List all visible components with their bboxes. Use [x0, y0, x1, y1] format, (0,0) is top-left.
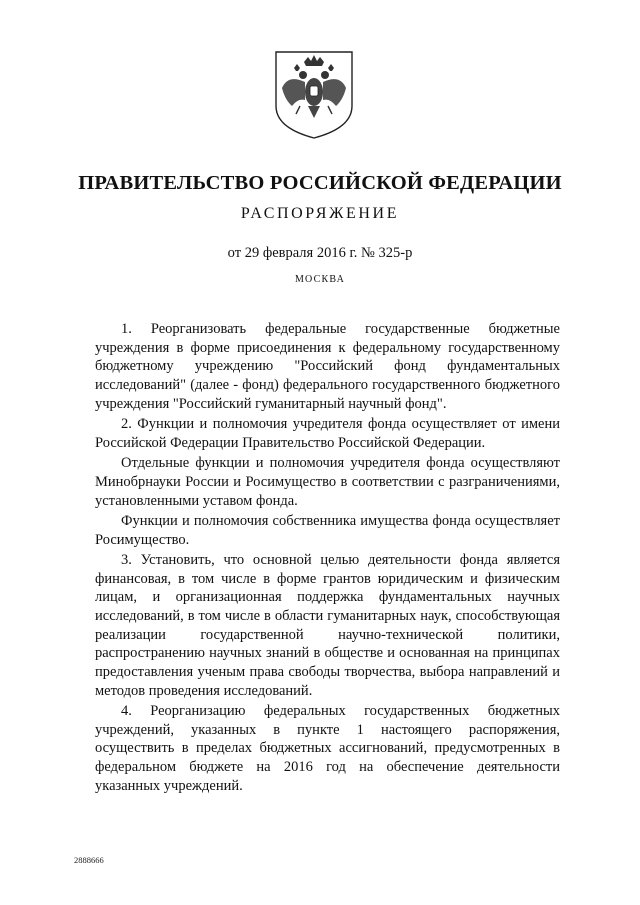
- paragraph-6: 4. Реорганизацию федеральных государственных бюджетных учреждений, указанных в пункте 1 настоящего распоряжения, осуществить в пределах бюджетных ассигнований, предусмотренных в федеральном бюджете на 2016 год на обеспечение деятельности указанных учреждений.: [95, 703, 560, 794]
- city: МОСКВА: [294, 274, 346, 285]
- paragraph-4: Функции и полномочия собственника имущества фонда осуществляет Росимущество.: [95, 512, 560, 548]
- paragraph-2: 2. Функции и полномочия учредителя фонда осуществляет от имени Российской Федерации Правительство Российской Федерации.: [95, 416, 560, 451]
- document-body: [95, 320, 560, 797]
- document-code: 2888666: [74, 855, 104, 865]
- paragraph-1: 1. Реорганизовать федеральные государственные бюджетные учреждения в форме присоединения к федеральному государственному бюджетному учреждению "Российский фонд фундаментальных исследований" (далее - фонд) федерального государственного бюджетного учреждения "Российский гуманитарный научный фонд".: [95, 321, 560, 412]
- coat-of-arms-icon: [270, 48, 358, 140]
- page-title: ПРАВИТЕЛЬСТВО РОССИЙСКОЙ ФЕДЕРАЦИИ: [78, 172, 562, 194]
- paragraph-5: 3. Установить, что основной целью деятельности фонда является финансовая, в том числе в форме грантов юридическим и физическим лицам, и организационная поддержка фундаментальных научных исследований, в том числе в области гуманитарных наук, способствующая реализации государственной научно-технической политики, распространению научных знаний в обществе и основанная на принципах предоставления ученым права свободы творчества, выбора направлений и методов проведения исследований.: [95, 551, 560, 699]
- paragraph-3: Отдельные функции и полномочия учредителя фонда осуществляют Минобрнауки России и Росимущество в соответствии с разграничениями, установленными уставом фонда.: [95, 455, 560, 509]
- document-type: РАСПОРЯЖЕНИЕ: [240, 205, 400, 222]
- date-and-number: от 29 февраля 2016 г. № 325-р: [227, 245, 413, 261]
